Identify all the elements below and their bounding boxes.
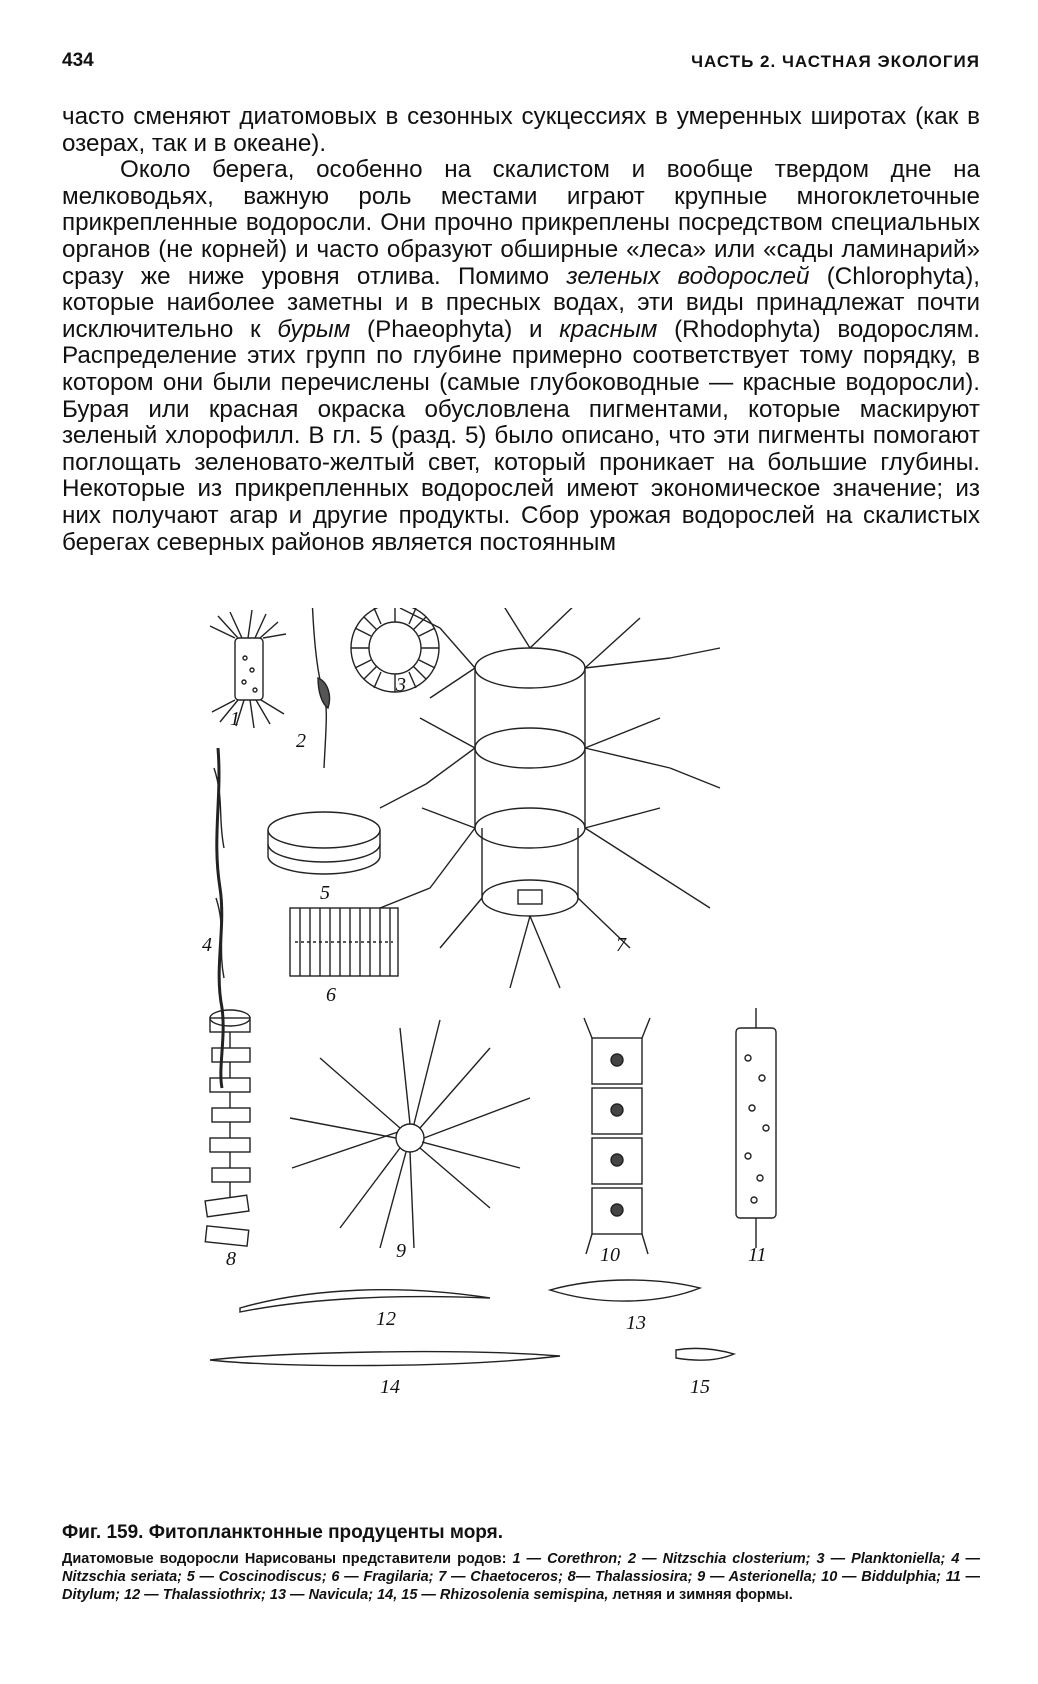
label-8: 8 bbox=[226, 1248, 236, 1270]
label-4: 4 bbox=[202, 934, 212, 956]
body-text bbox=[62, 104, 980, 556]
label-5: 5 bbox=[320, 882, 330, 904]
page-header bbox=[62, 44, 980, 80]
caption-outro: летняя и зимняя формы. bbox=[608, 1587, 793, 1603]
diatom-nitzschia-seriata bbox=[214, 748, 224, 1088]
paragraph-2-part-c: (Phaeophyta) и bbox=[350, 315, 560, 343]
figure-caption-title: Фиг. 159. Фитопланктонные продуценты моря. bbox=[62, 1522, 504, 1543]
term-brown: бурым bbox=[277, 315, 351, 343]
paragraph-1: часто сменяют диатомовых в сезонных сукцессиях в умеренных широтах (как в озерах, так и в океане). bbox=[62, 103, 980, 157]
label-10: 10 bbox=[600, 1244, 620, 1266]
diatom-biddulphia bbox=[584, 1018, 650, 1254]
label-11: 11 bbox=[748, 1244, 767, 1266]
diatom-nitzschia-closterium bbox=[312, 608, 330, 768]
diatom-ditylum bbox=[736, 1008, 776, 1248]
paragraph-2 bbox=[62, 157, 980, 556]
diatom-corethron bbox=[210, 610, 286, 728]
running-title: ЧАСТЬ 2. ЧАСТНАЯ ЭКОЛОГИЯ bbox=[691, 52, 980, 71]
diatom-navicula bbox=[550, 1280, 700, 1301]
diatom-rhizosolenia-winter bbox=[676, 1348, 734, 1360]
label-2: 2 bbox=[296, 730, 306, 752]
label-1: 1 bbox=[230, 708, 240, 730]
figure-159 bbox=[200, 608, 840, 1508]
label-15: 15 bbox=[690, 1376, 710, 1398]
term-red: красным bbox=[559, 315, 658, 343]
page-number: 434 bbox=[62, 50, 94, 71]
diatom-asterionella bbox=[290, 1020, 530, 1248]
diatom-chaetoceros bbox=[380, 608, 720, 988]
label-12: 12 bbox=[376, 1308, 396, 1330]
label-13: 13 bbox=[626, 1312, 646, 1334]
label-9: 9 bbox=[396, 1240, 406, 1262]
paragraph-2-part-b: (Chlorophyta), которые наиболее заметны и в пресных водах, эти виды принадлежат почти исключительно к bbox=[62, 262, 980, 343]
label-14: 14 bbox=[380, 1376, 400, 1398]
diatom-thalassiothrix bbox=[240, 1290, 490, 1312]
diatom-rhizosolenia-summer bbox=[210, 1352, 560, 1366]
caption-genera: 1 — Corethron; 2 — Nitzschia closterium; 3 — Planktoniella; 4 — Nitzschia seriata; 5 — Coscinodiscus; 6 — Fragilaria; 7 — Chaetoceros; 8— Thalassiosira; 9 — Asterionella; 10 — Biddulphia; 11 — Ditylum; 12 — Thalassiothrix; 13 — Navicula; 14, 15 — Rhizosolenia semispina, bbox=[62, 1551, 980, 1603]
diatom-fragilaria bbox=[290, 908, 398, 976]
diatom-coscinodiscus bbox=[268, 812, 380, 874]
label-7: 7 bbox=[616, 934, 626, 956]
diatom-thalassiosira bbox=[205, 1010, 250, 1246]
paragraph-2-part-d: (Rhodophyta) водорослям. Распределение этих групп по глубине примерно соответствует тому порядку, в котором они были перечислены (самые глубоководные — красные водоросли). Бурая или красная окраска обусловлена пигментами, которые маскируют зеленый хлорофилл. В гл. 5 (разд. 5) было описано, что эти пигменты помогают поглощать зеленовато-желтый свет, который проникает на большие глубины. Некоторые из прикрепленных водорослей имеют экономическое значение; из них получают агар и другие продукты. Сбор урожая водорослей на скалистых берегах северных районов является постоянным bbox=[62, 315, 980, 556]
paragraph-2-part-a: Около берега, особенно на скалистом и вообще твердом дне на мелководьях, важную роль местами играют крупные многоклеточные прикрепленные водоросли. Они прочно прикреплены посредством специальных органов (не корней) и часто образуют обширные «леса» или «сады ламинарий» сразу же ниже уровня отлива. Помимо bbox=[62, 156, 980, 290]
caption-intro: Диатомовые водоросли Нарисованы представители родов: bbox=[62, 1551, 513, 1567]
term-green-algae: зеленых водорослей bbox=[566, 262, 810, 290]
figure-caption-body bbox=[62, 1550, 980, 1604]
label-3: 3 bbox=[396, 674, 406, 696]
label-6: 6 bbox=[326, 984, 336, 1006]
